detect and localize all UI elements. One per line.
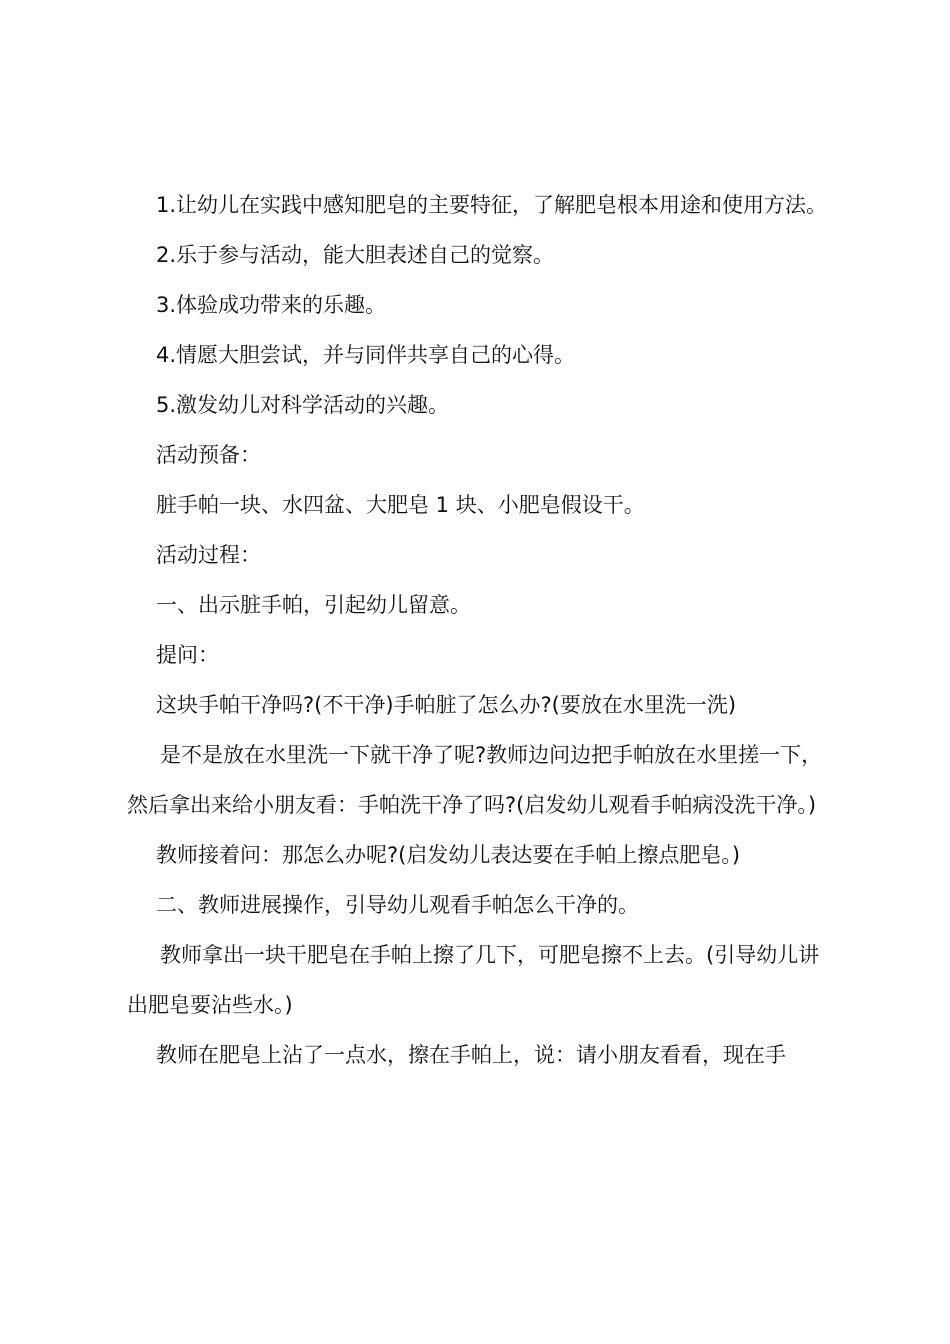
paragraph-wash-demo: 是不是放在水里洗一下就干净了呢?教师边问边把手帕放在水里搓一下，然后拿出来给小朋友看：手帕洗干净了吗?(启发幼儿观看手帕病没洗干净。)	[127, 743, 823, 817]
paragraph-dry-soap: 教师拿出一块干肥皂在手帕上擦了几下，可肥皂擦不上去。(引导幼儿讲出肥皂要沾些水。)	[127, 943, 820, 1017]
paragraph-goal-5: 5.激发幼儿对科学活动的兴趣。	[156, 393, 450, 417]
paragraph-follow-up: 教师接着问：那怎么办呢?(启发幼儿表达要在手帕上擦点肥皂。)	[156, 843, 741, 867]
paragraph-goal-2: 2.乐于参与活动，能大胆表述自己的觉察。	[156, 243, 555, 267]
paragraph-wet-soap: 教师在肥皂上沾了一点水，擦在手帕上，说：请小朋友看看，现在手	[156, 1043, 786, 1067]
document-body	[127, 180, 837, 1080]
paragraph-step-2: 二、教师进展操作，引导幼儿观看手帕怎么干净的。	[156, 893, 639, 917]
heading-process: 活动过程：	[156, 543, 261, 567]
paragraph-question: 这块手帕干净吗?(不干净)手帕脏了怎么办?(要放在水里洗一洗)	[156, 693, 737, 717]
paragraph-goal-4: 4.情愿大胆尝试，并与同伴共享自己的心得。	[156, 343, 576, 367]
paragraph-materials: 脏手帕一块、水四盆、大肥皂 1 块、小肥皂假设干。	[156, 493, 645, 517]
paragraph-goal-1: 1.让幼儿在实践中感知肥皂的主要特征，了解肥皂根本用途和使用方法。	[156, 193, 828, 217]
paragraph-question-label: 提问：	[156, 643, 219, 667]
paragraph-step-1: 一、出示脏手帕，引起幼儿留意。	[156, 593, 471, 617]
heading-preparation: 活动预备：	[156, 443, 261, 467]
paragraph-goal-3: 3.体验成功带来的乐趣。	[156, 293, 387, 317]
